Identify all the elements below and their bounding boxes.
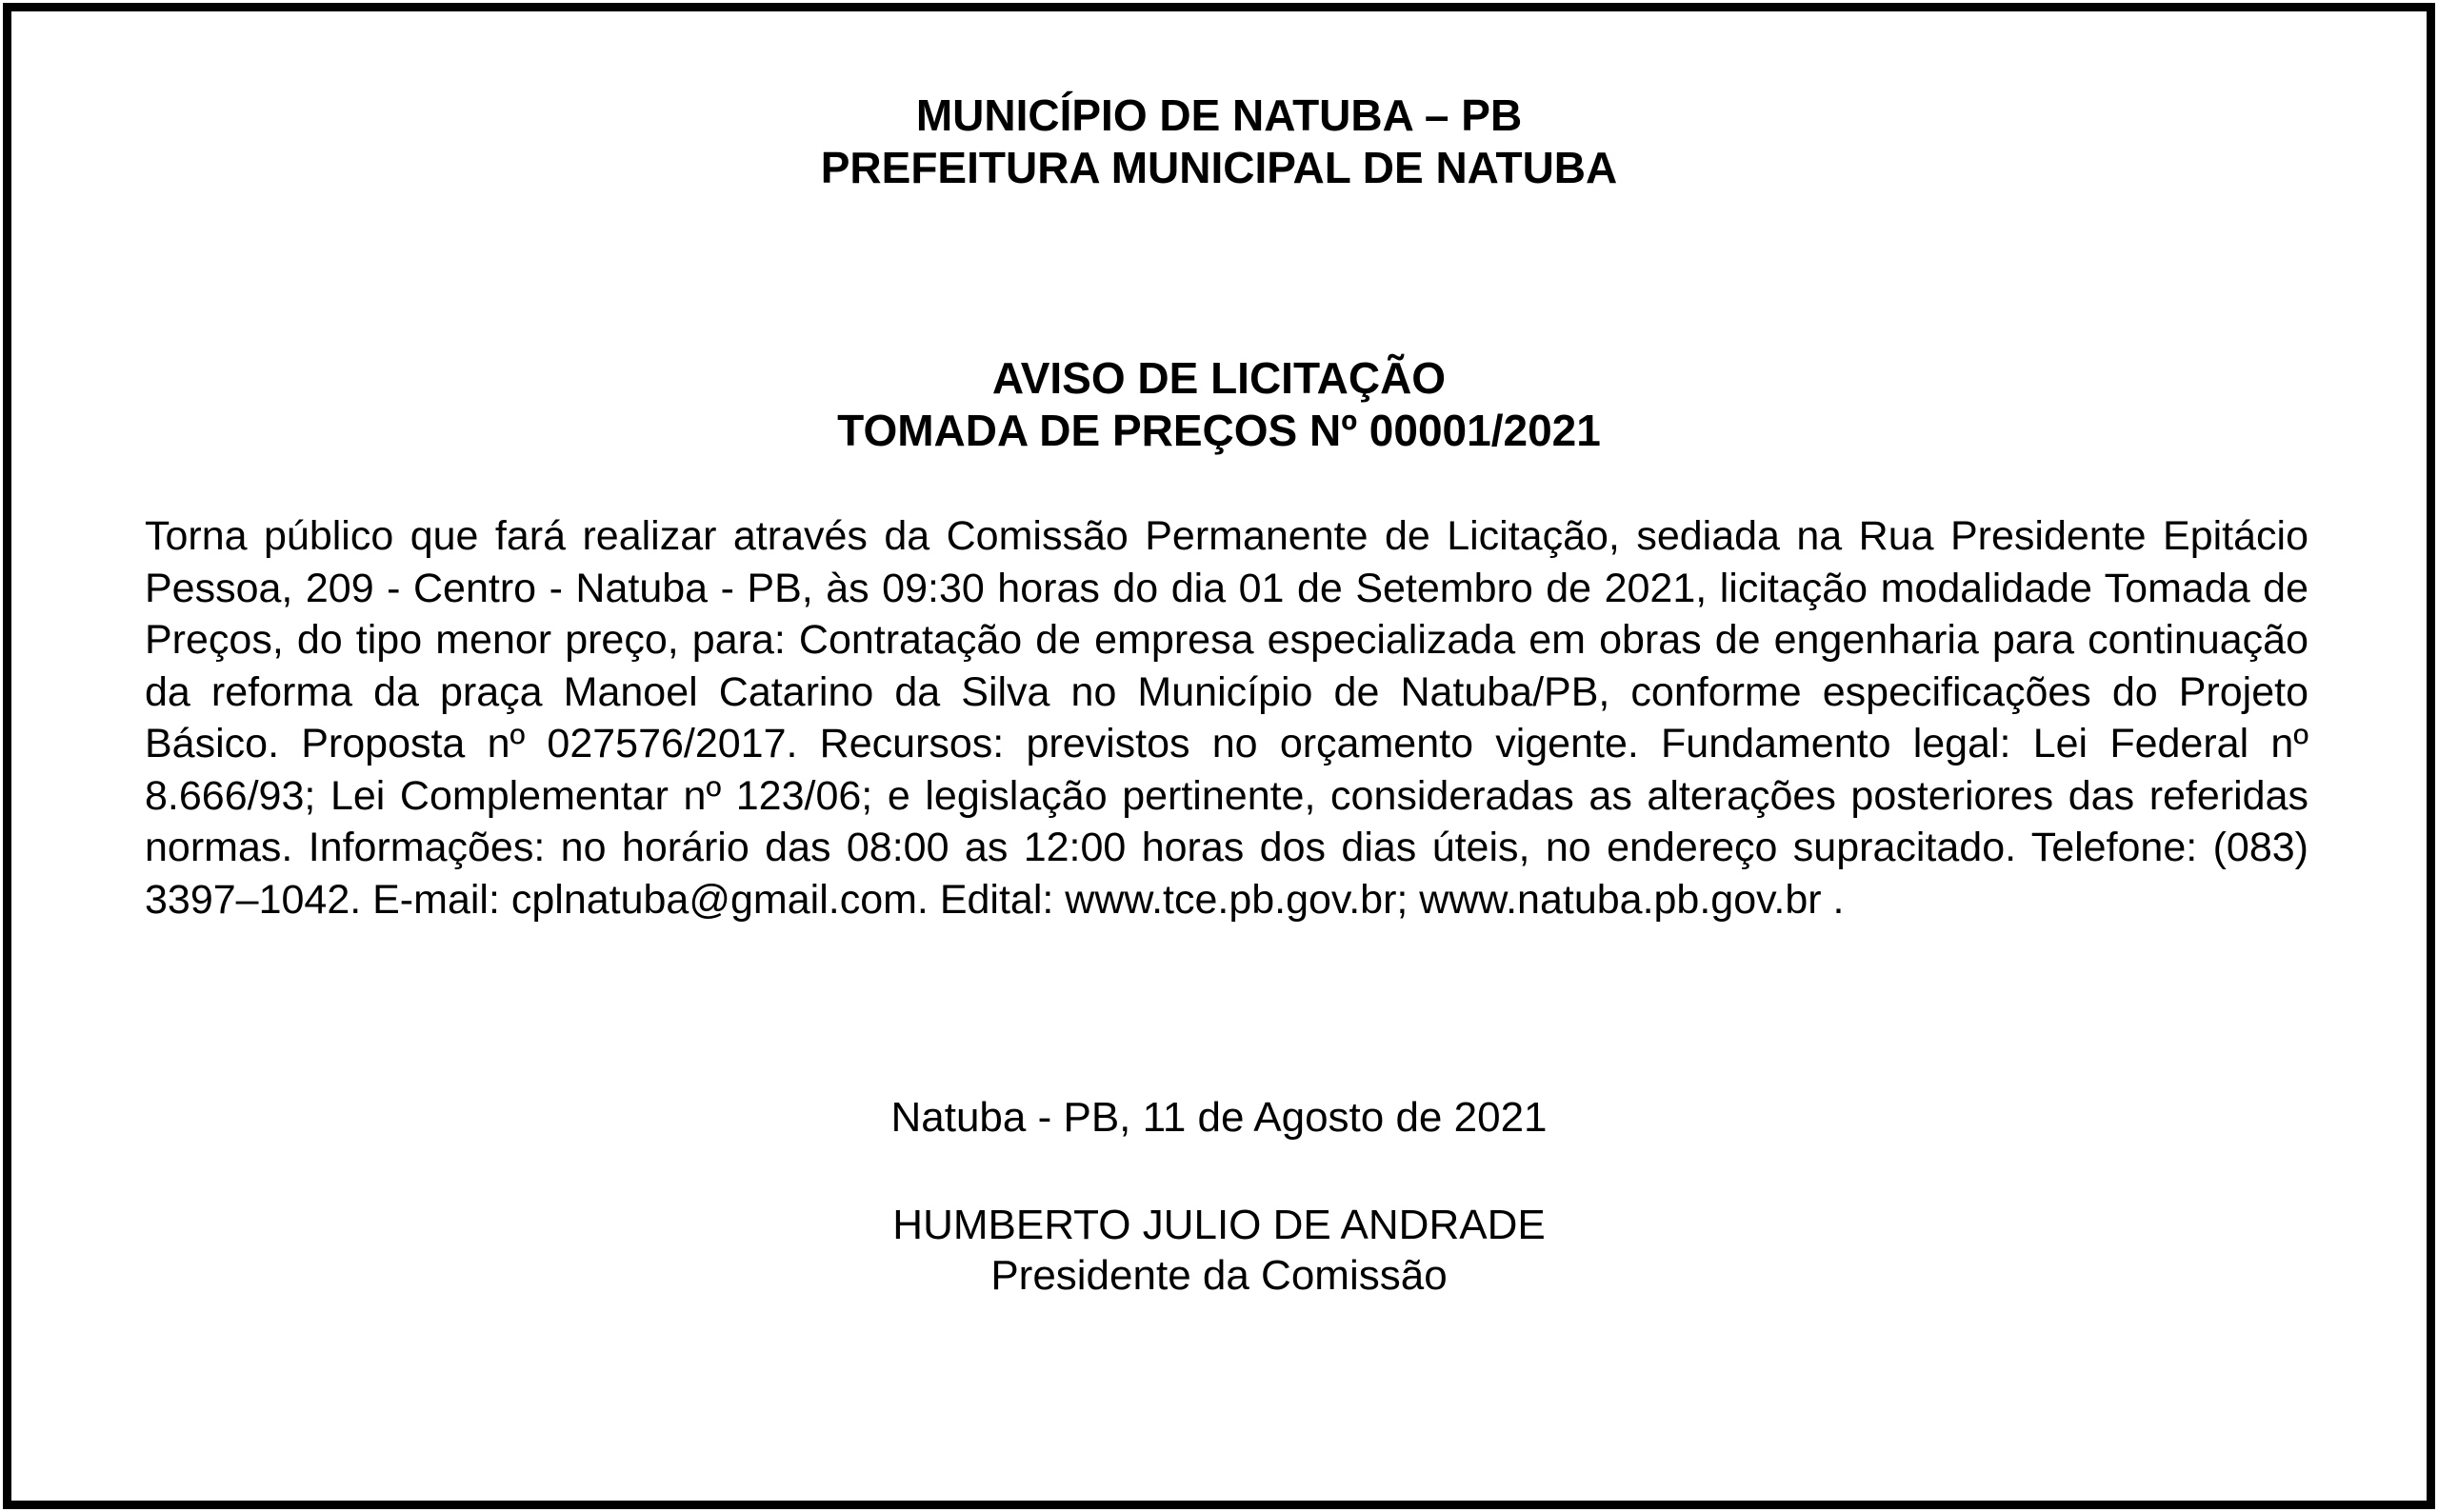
municipality-heading: MUNICÍPIO DE NATUBA – PB <box>915 90 1523 140</box>
city-hall-heading: PREFEITURA MUNICIPAL DE NATUBA <box>820 143 1618 192</box>
notice-body: Torna público que fará realizar através da Comissão Permanente de Licitação, sediada na Rua Presidente Epitácio Pessoa, 209 - Centro - Natuba - PB, às 09:30 horas do dia 01 de Setembro de 2021, licitação modalidade Tomada de Preços, do tipo menor preço, para: Contratação de empresa especializada em obras de engenharia para continuação da reforma da praça Manoel Catarino da Silva no Município de Natuba/PB, conforme especificações do Projeto Básico. Proposta nº 027576/2017. Recursos: previstos no orçamento vigente. Fundamento legal: Lei Federal nº 8.666/93; Lei Complementar nº 123/06; e legislação pertinente, consideradas as alterações posteriores das referidas normas. Informações: no horário das 08:00 as 12:00 horas dos dias úteis, no endereço supracitado. Telefone: (083) 3397–1042. E-mail: cplnatuba@gmail.com. Edital: www.tce.pb.gov.br; www.natuba.pb.gov.br . <box>145 513 2308 923</box>
signature-block <box>11 1200 2427 1301</box>
place-date: Natuba - PB, 11 de Agosto de 2021 <box>890 1094 1548 1141</box>
notice-subtitle: TOMADA DE PREÇOS Nº 00001/2021 <box>837 406 1601 455</box>
notice-frame <box>3 3 2435 1509</box>
notice-title: AVISO DE LICITAÇÃO <box>991 353 1447 403</box>
signatory-name: HUMBERTO JULIO DE ANDRADE <box>892 1202 1546 1248</box>
notice-title-block <box>11 352 2427 457</box>
signatory-role: Presidente da Comissão <box>990 1252 1448 1299</box>
header <box>11 90 2427 194</box>
